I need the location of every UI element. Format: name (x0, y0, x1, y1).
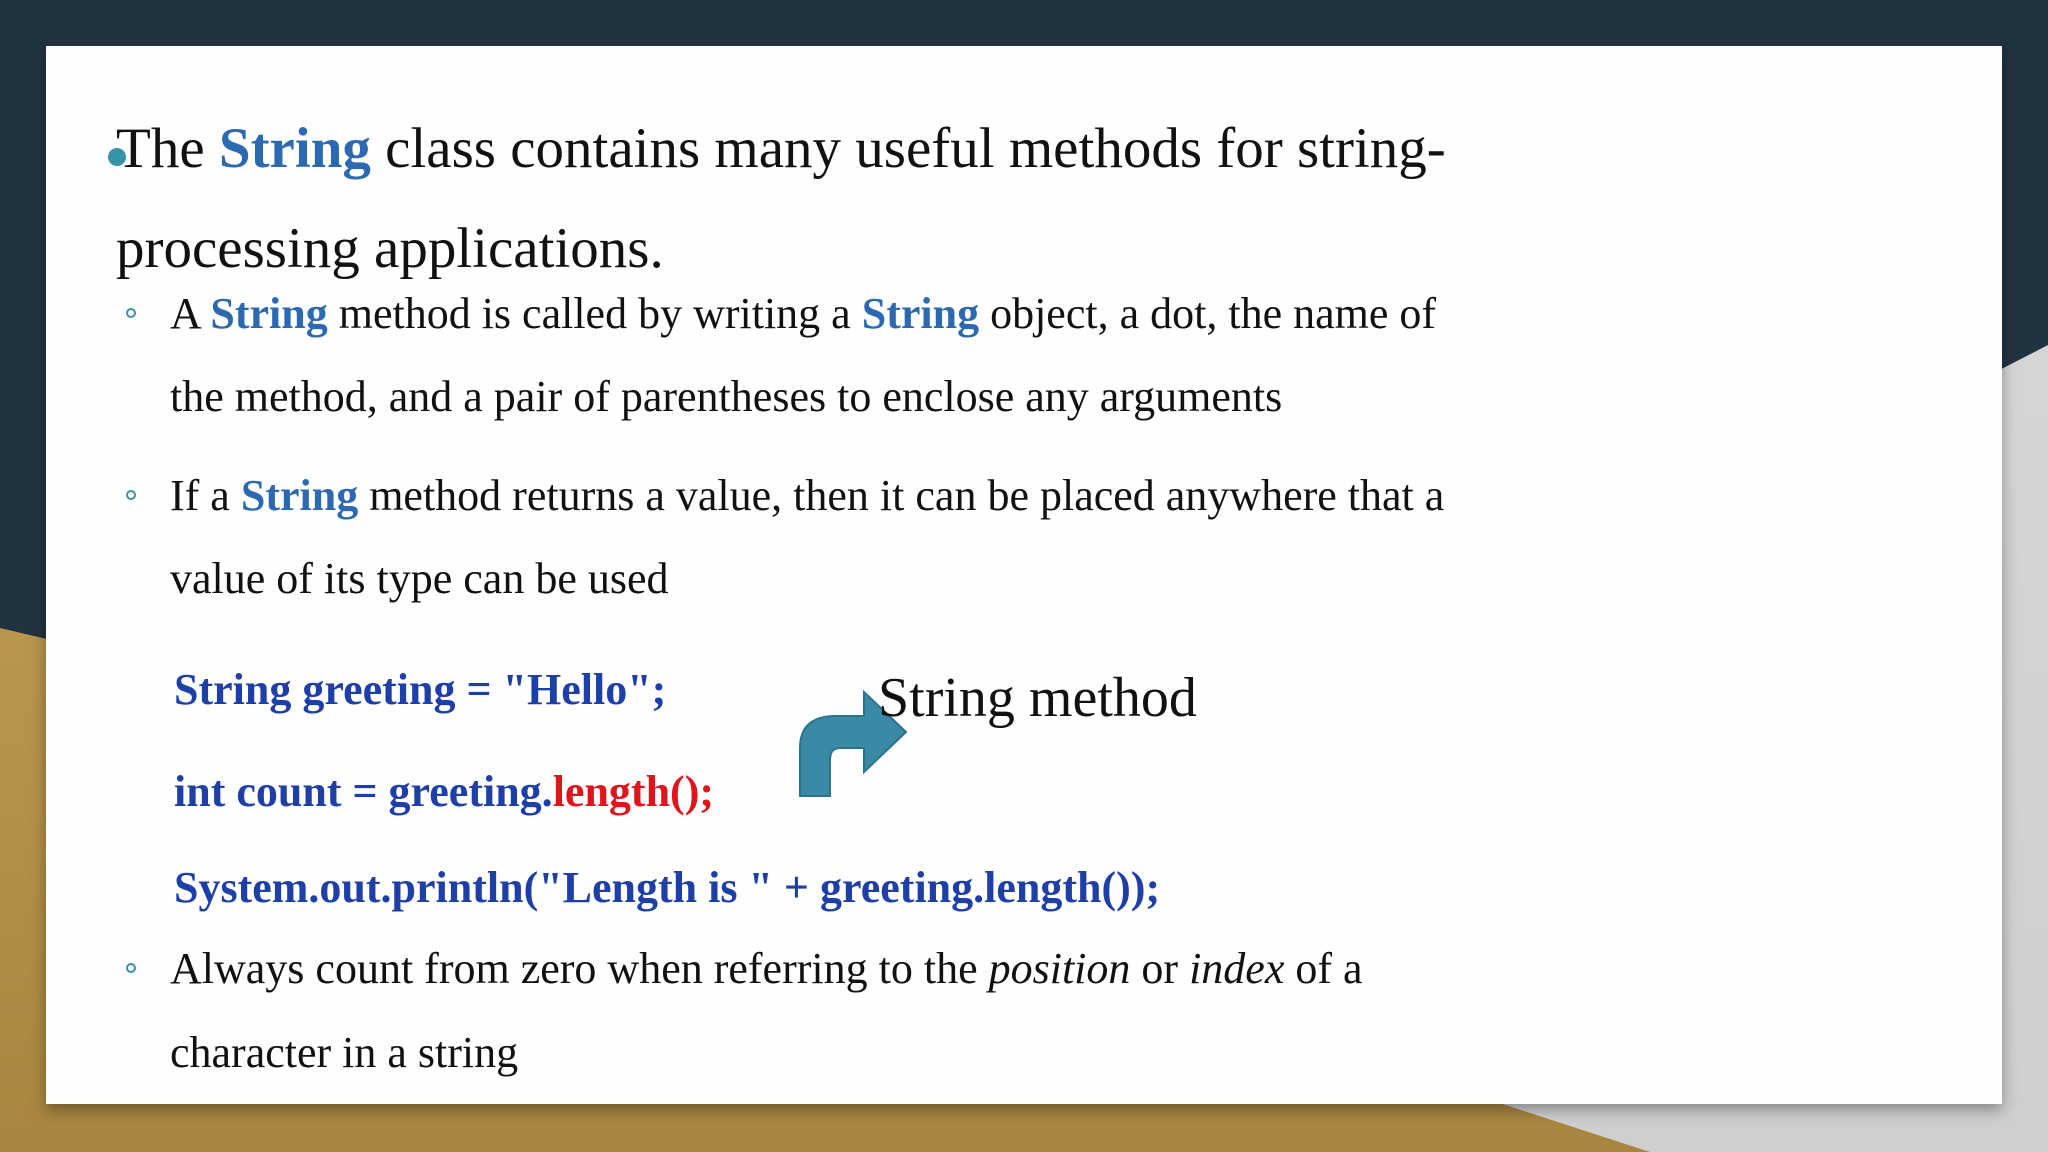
text-segment: A (170, 289, 211, 338)
keyword-string: String (240, 471, 359, 520)
code-line-3: System.out.println("Length is " + greeting.length()); (174, 863, 1161, 912)
emphasis-position: position (988, 944, 1131, 993)
code-line-1: String greeting = "Hello"; (174, 665, 667, 714)
method-call-highlight: length(); (552, 767, 714, 816)
sub-bullet-dot (126, 490, 136, 500)
keyword-string: String (210, 289, 328, 338)
text-segment: class contains many useful methods for string- (370, 117, 1446, 180)
main-bullet-line1 (116, 116, 1446, 181)
text-segment: The (116, 117, 219, 180)
text-segment: or (1130, 944, 1190, 993)
code-line-2 (174, 766, 714, 817)
emphasis-index: index (1189, 944, 1285, 993)
text-segment: method is called by writing a (327, 289, 862, 338)
keyword-string: String (861, 289, 980, 338)
sub-bullet-1-line2: the method, and a pair of parentheses to enclose any arguments (170, 372, 1283, 421)
sub-bullet-3-line1 (170, 943, 1363, 994)
text-segment: object, a dot, the name of (979, 289, 1437, 338)
text-segment: of a (1284, 944, 1363, 993)
sub-bullet-2-line2: value of its type can be used (170, 554, 669, 603)
main-bullet-line2: processing applications. (116, 217, 664, 280)
text-segment: method returns a value, then it can be placed anywhere that a (358, 471, 1445, 520)
text-segment: If a (170, 471, 241, 520)
string-method-label: String method (878, 667, 1197, 729)
sub-bullet-1-line1 (170, 288, 1436, 339)
slide-content (46, 46, 2002, 1104)
sub-bullet-dot (126, 308, 136, 318)
sub-bullet-2-line1 (170, 470, 1444, 521)
keyword-string: String (218, 117, 371, 180)
sub-bullet-3-line2: character in a string (170, 1028, 519, 1077)
code-segment: int count = greeting. (174, 767, 553, 816)
sub-bullet-dot (126, 963, 136, 973)
text-segment: Always count from zero when referring to the (170, 944, 989, 993)
